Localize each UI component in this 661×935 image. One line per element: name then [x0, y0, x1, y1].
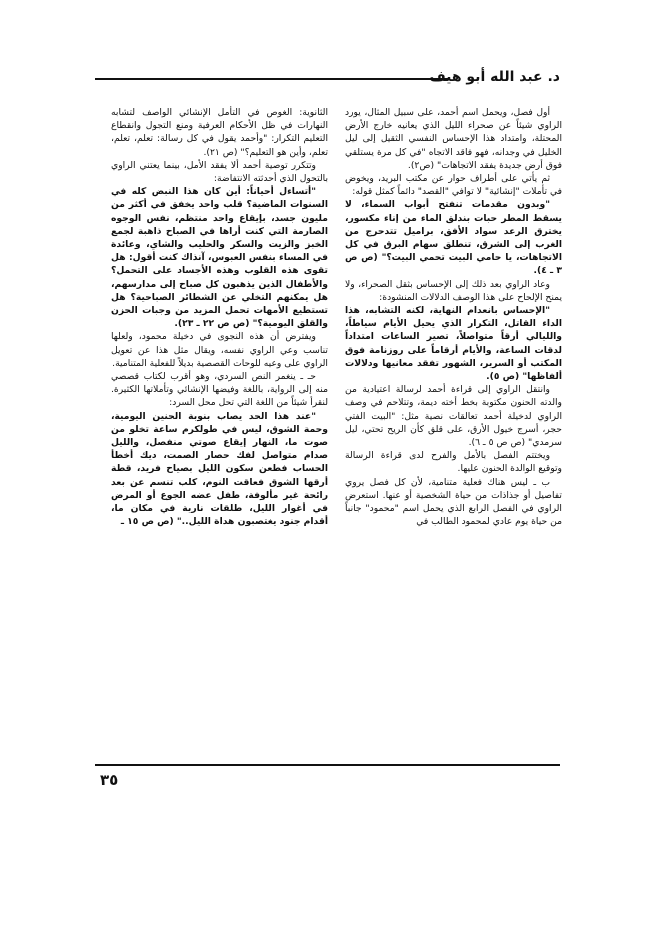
paragraph: ب ـ ليس هناك فعلية متنامية، لأن كل فصل يروي تفاصيل أو جذاذات من حياة الشخصية أو عنها. استعرض الراوي في الفصل الرابع الذي يحمل اسم "محمود" جانباً من حياة يوم عادي لمحمود الطالب في [345, 476, 562, 528]
block-quote: "الإحساس بانعدام النهاية، لكنه التشابه، هذا الداء القاتل، التكرار الذي يحيل الأيام سياطاً، والليالي أرقاً متواصلاً، تصير الساعات امتداداً لدقات الساعة، والأيام أرقاماً على روزنامة فوق المكتب أو السرير، الشهور تفقد معانيها ودلالات ألفاظها" (ص ٥). [345, 305, 562, 383]
paragraph: وعاد الراوي بعد ذلك إلى الإحساس بثقل الصحراء، ولا يمنح الإلحاح على هذا الوصف الدلالات المنشودة: [345, 278, 562, 303]
page-number: ٣٥ [100, 771, 119, 789]
right-column [345, 106, 562, 748]
left-column [111, 106, 328, 748]
author-name: د. عبد الله أبو هيف [429, 69, 560, 85]
paragraph: وتتكرر توصية أحمد ألا يفقد الأمل، بينما يعتني الراوي بالتحول الذي أحدثته الانتفاضة: [111, 159, 328, 185]
paragraph: ويختتم الفصل بالأمل والفرح لدى قراءة الرسالة وتوقيع الوالدة الحنون عليها. [345, 450, 562, 475]
paragraph: حـ ـ ينغمر النص السردي، وهو أقرب لكتاب قصصي منه إلى الرواية، باللغة وفيضها الإنشائي وتأملاتها الكثيرة. لنقرأ شيئاً من اللغة التي تحل محل السرد: [111, 371, 328, 409]
paragraph: الثانوية: الغوص في التأمل الإنشائي الواصف لتشابه النهارات في ظل الأحكام العرفية ومنع التجول وانقطاع التعليم التكرار: "وأحمد يقول في كل رسالة: تعلم، تعلم، تعلم، وأين هو التعليم؟" (ص ٢١). [111, 107, 328, 158]
block-quote: "عند هذا الحد يصاب بنوبة الحنين اليومية، وحمة الشوق، ليس في طولكرم ساعة تخلو من صوت ما، النهار إيقاع صوتي منفصل، والليل صدام متواصل لفك حصار الصمت، ديك أخطأ الحساب فطعن سكون الليل بصياح فريد، قطة أرقها الشوق فعاقت النوم، كلب تنسم عن بعد رائحة غير مألوفة، طفل عضه الجوع أو المرض في أغوار الليل، طلقات نارية في مكان ما، أقدام جنود يغتصبون هداة الليل.." (ص ص ١٥ ـ [111, 410, 328, 528]
header-rule [95, 78, 448, 80]
block-quote: "وبدون مقدمات تنفتح أبواب السماء، لا يسقط المطر حبات بندلق الماء من إناء مكسور، يخترق الرعد سواد الأفق، براميل تتدحرج من الغرب إلى الشرق، تنطلق سهام البرق في كل الاتجاهات، يا حامي البيت تحمي البيت؟" (ص ص ٣ ـ ٤). [345, 199, 562, 277]
paragraph: ثم يأتي على أطراف حوار عن مكتب البريد، ويخوض في تأملات "إنشائية" لا توافي "القصد" دائماً كمثل قوله: [345, 173, 562, 198]
footer-rule [95, 764, 560, 766]
paragraph: وانتقل الراوي إلى قراءة أحمد لرسالة اعتيادية من والدته الحنون مكتوبة بخط أخته ديمة، وتتلاحم في وصف الراوي لدخيلة أحمد تعالقات نصية مثل: "البيت الفتي حجر، أسرج خيول الأرق، على قلق كأن الريح تحتي، ليل سرمدي" (ص ص ٥ ـ ٦). [345, 384, 562, 449]
paragraph: ويفترض أن هذه النجوى في دخيلة محمود، ولعلها تناسب وعي الراوي نفسه، ويقال مثل هذا عن تعويل الراوي على وعيه للوحات القصصية بديلاً للفعلية المتنامية. [111, 331, 328, 369]
block-quote: "أتساءل أحياناً: أين كان هذا النبض كله في السنوات الماضية؟ قلب واحد يخفق في أكثر من مليون جسد، بإيقاع واحد منتظم، نفس الوجوه الصارمة التي كنت أراها في الصباح ذاهبة لجمع الخبز والزيت والسكر والحليب والشاي، وعائدة في المساء بنفس العبوس، آنذاك كنت أقول: هل تقوى هذه القلوب وهذه الأجساد على التحمل؟ والأطفال الذين يذهبون كل صباح إلى مدارسهم، هل يمكنهم التخلي عن الشطائر الصباحية؟ هل تستطيع الأمهات تحمل المزيد من وجبات الحزن والقلق اليومية؟" (ص ص ٢٢ ـ ٢٣). [111, 186, 328, 330]
paragraph: أول فصل، ويحمل اسم أحمد، على سبيل المثال، يورد الراوي شيئاً عن صحراء الليل الذي يعانيه خارج الأرض المحتلة، وامتداد هذا الإحساس النفسي الثقيل إلى ليل الخليل في وجدانه، فهو فاقد الاتجاه "في كل مرة يستلقي فوق أرض جديدة يفقد الاتجاهات" (ص٢). [345, 107, 562, 171]
running-header [95, 66, 560, 90]
